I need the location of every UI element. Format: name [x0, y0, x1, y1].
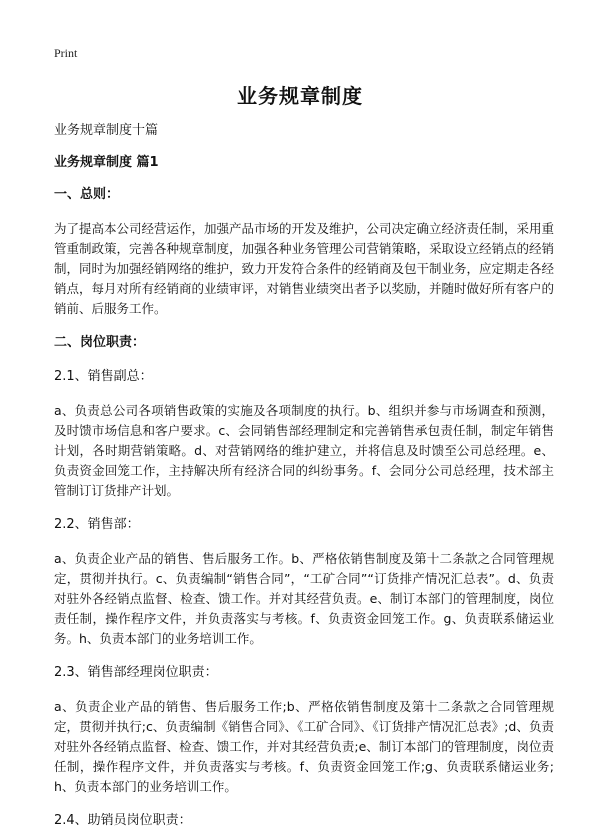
duty-item-body: a、负责总公司各项销售政策的实施及各项制度的执行。b、组织并参与市场调查和预测，及时馈市场信息和客户要求。c、会同销售部经理制定和完善销售承包责任制，制定年销售计划，各时期营销策略。d、对营销网络的维护建立，并将信息及时馈至公司总经理。e、负责资金回笼工作，主持解决所有经济合同的纠纷事务。f、会同分公司总经理，技术部主管制订订货排产计划。: [54, 403, 554, 498]
section-heading-general: 一、总则：: [54, 187, 120, 202]
section-heading-duties: 二、岗位职责：: [54, 335, 146, 350]
document-subtitle: 业务规章制度十篇: [54, 123, 159, 138]
duty-item-body: a、负责企业产品的销售、售后服务工作;b、严格依销售制度及第十二条款之合同管理规定，贯彻并执行;c、负责编制《销售合同》、《工矿合同》、《订货排产情况汇总表》;d、负责对驻外各经销点监督、检查、馈工作，并对其经营负责;e、制订本部门的管理制度，岗位责任制，操作程序文件，并负责落实与考核。f、负责资金回笼工作;g、负责联系储运业务;h、负责本部门的业务培训工作。: [54, 699, 554, 794]
duty-item-label: 2.1、销售副总：: [54, 369, 153, 384]
document-body: [54, 121, 554, 831]
print-link[interactable]: Print: [54, 46, 78, 60]
document-title: 业务规章制度: [237, 84, 363, 108]
duty-item-label: 2.3、销售部经理岗位职责：: [54, 665, 218, 680]
chapter-heading: 业务规章制度 篇1: [54, 155, 159, 170]
duty-item-label: 2.4、助销员岗位职责：: [54, 813, 192, 828]
duty-item-body: a、负责企业产品的销售、售后服务工作。b、严格依销售制度及第十二条款之合同管理规定，贯彻并执行。c、负责编制“销售合同”，“工矿合同”“订货排产情况汇总表”。d、负责对驻外各经销点监督、检查、馈工作。并对其经营负责。e、制订本部门的管理制度，岗位责任制，操作程序文件，并负责落实与考核。f、负责资金回笼工作。g、负责联系储运业务。h、负责本部门的业务培训工作。: [54, 551, 554, 646]
section-general-body: 为了提高本公司经营运作，加强产品市场的开发及维护，公司决定确立经济责任制，采用重管重制政策，完善各种规章制度，加强各种业务管理公司营销策略，采取设立经销点的经销制，同时为加强经销网络的维护，致力开发符合条件的经销商及包干制业务，应定期走各经销点，每月对所有经销商的业绩审评，对销售业绩突出者予以奖励，并随时做好所有客户的销前、后服务工作。: [54, 221, 555, 316]
duty-item-label: 2.2、销售部：: [54, 517, 140, 532]
